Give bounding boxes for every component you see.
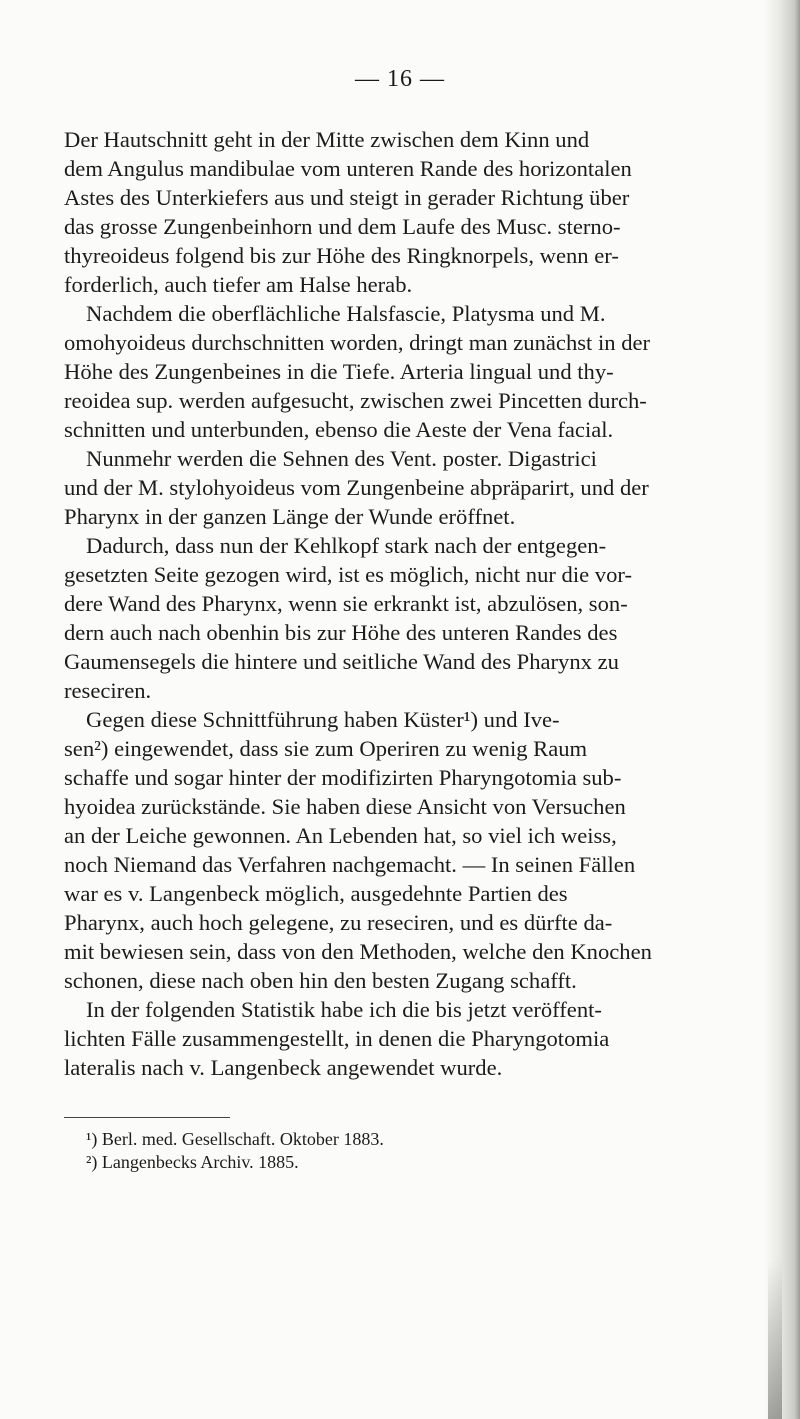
binding-shadow — [768, 1260, 782, 1419]
text-line: Astes des Unterkiefers aus und steigt in gerader Richtung über — [64, 185, 630, 210]
text-line: an der Leiche gewonnen. An Lebenden hat, so viel ich weiss, — [64, 823, 617, 848]
text-line: Der Hautschnitt geht in der Mitte zwischen dem Kinn und — [64, 127, 590, 152]
text-line: mit bewiesen sein, dass von den Methoden, welche den Knochen — [64, 939, 652, 964]
text-line: schaffe und sogar hinter der modifizirten Pharyngotomia sub- — [64, 765, 622, 790]
text-line: Nachdem die oberflächliche Halsfascie, Platysma und M. — [86, 301, 606, 326]
text-line: thyreoideus folgend bis zur Höhe des Ringknorpels, wenn er- — [64, 243, 619, 268]
text-line: lateralis nach v. Langenbeck angewendet wurde. — [64, 1055, 503, 1080]
text-line: Pharynx in der ganzen Länge der Wunde eröffnet. — [64, 504, 516, 529]
text-line: Höhe des Zungenbeines in die Tiefe. Arteria lingual und thy- — [64, 359, 614, 384]
text-line: gesetzten Seite gezogen wird, ist es möglich, nicht nur die vor- — [64, 562, 632, 587]
text-line: In der folgenden Statistik habe ich die bis jetzt veröffent- — [86, 997, 602, 1022]
text-line: forderlich, auch tiefer am Halse herab. — [64, 272, 413, 297]
text-line: reoidea sup. werden aufgesucht, zwischen zwei Pincetten durch- — [64, 388, 647, 413]
page-number: — 16 — — [355, 66, 445, 92]
text-line: schonen, diese nach oben hin den besten Zugang schafft. — [64, 968, 577, 993]
text-line: dern auch nach obenhin bis zur Höhe des unteren Randes des — [64, 620, 618, 645]
page-edge-shadow — [764, 0, 800, 1419]
text-line: omohyoideus durchschnitten worden, dringt man zunächst in der — [64, 330, 651, 355]
text-line: noch Niemand das Verfahren nachgemacht. — In seinen Fällen — [64, 852, 636, 877]
text-line: lichten Fälle zusammengestellt, in denen die Pharyngotomia — [64, 1026, 610, 1051]
footnote-divider — [64, 1117, 230, 1118]
text-line: das grosse Zungenbeinhorn und dem Laufe des Musc. sterno- — [64, 214, 621, 239]
text-line: hyoidea zurückstände. Sie haben diese Ansicht von Versuchen — [64, 794, 626, 819]
text-line: Pharynx, auch hoch gelegene, zu reseciren, und es dürfte da- — [64, 910, 613, 935]
footnote: ²) Langenbecks Archiv. 1885. — [86, 1152, 299, 1172]
footnote: ¹) Berl. med. Gesellschaft. Oktober 1883. — [86, 1129, 384, 1149]
text-line: und der M. stylohyoideus vom Zungenbeine abpräparirt, und der — [64, 475, 649, 500]
text-line: schnitten und unterbunden, ebenso die Aeste der Vena facial. — [64, 417, 614, 442]
text-line: reseciren. — [64, 678, 152, 703]
text-line: Nunmehr werden die Sehnen des Vent. poster. Digastrici — [86, 446, 597, 471]
text-line: sen²) eingewendet, dass sie zum Operiren zu wenig Raum — [64, 736, 588, 761]
text-line: war es v. Langenbeck möglich, ausgedehnte Partien des — [64, 881, 568, 906]
text-line: dere Wand des Pharynx, wenn sie erkrankt ist, abzulösen, son- — [64, 591, 628, 616]
text-line: dem Angulus mandibulae vom unteren Rande des horizontalen — [64, 156, 632, 181]
text-line: Dadurch, dass nun der Kehlkopf stark nach der entgegen- — [86, 533, 607, 558]
text-line: Gaumensegels die hintere und seitliche Wand des Pharynx zu — [64, 649, 619, 674]
text-line: Gegen diese Schnittführung haben Küster¹) und Ive- — [86, 707, 560, 732]
